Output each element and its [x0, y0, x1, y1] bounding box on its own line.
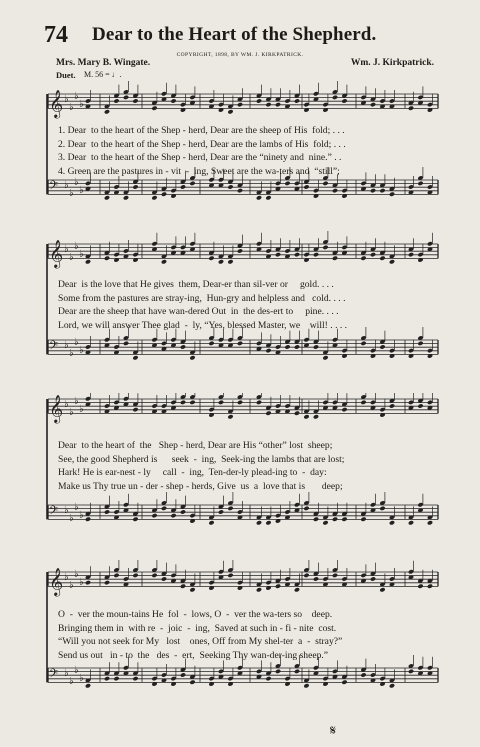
lyric-line: 4. Green are the pastures in - vit - ing, Sweet are the wa-ters and “still”;	[58, 165, 340, 177]
note-head	[256, 587, 262, 592]
note-head	[322, 520, 328, 525]
note-head	[341, 517, 347, 522]
note-head	[265, 102, 271, 107]
lyric-line: Bringing them in with re - joic - ing, Saved at such in - fi - nite cost.	[58, 622, 337, 634]
note-head	[132, 355, 138, 360]
flat-icon: ♭	[74, 569, 79, 580]
flat-icon: ♭	[74, 665, 79, 676]
note-head	[189, 181, 195, 186]
note-head	[85, 683, 91, 688]
flat-icon: ♭	[69, 188, 74, 199]
note-head	[265, 676, 271, 681]
flat-icon: ♭	[64, 572, 69, 583]
note-head	[275, 584, 281, 589]
flat-icon: ♭	[64, 244, 69, 255]
note-head	[180, 584, 186, 589]
note-head	[379, 256, 385, 261]
note-head	[322, 181, 328, 186]
note-head	[151, 573, 157, 578]
note-head	[208, 520, 214, 525]
note-head	[227, 573, 233, 578]
tempo-marking: M. 56 = ♩.	[84, 70, 122, 79]
note-head	[104, 509, 110, 514]
note-head	[104, 676, 110, 681]
note-head	[132, 676, 138, 681]
note-head	[227, 506, 233, 511]
note-head	[180, 184, 186, 189]
note-head	[161, 576, 167, 581]
note-head	[189, 400, 195, 405]
hymn-number: 74	[44, 22, 68, 48]
note-head	[265, 520, 271, 525]
bass-clef-icon: 𝄢	[49, 339, 59, 356]
note-head	[427, 520, 433, 525]
note-head	[332, 188, 338, 193]
treble-clef-icon: 𝄞	[49, 239, 64, 268]
note-head	[332, 95, 338, 100]
flat-icon: ♭	[64, 399, 69, 410]
note-head	[313, 576, 319, 581]
note-head	[370, 102, 376, 107]
lyrics-block	[58, 608, 448, 662]
flat-icon: ♭	[79, 185, 84, 196]
note-head	[123, 341, 129, 346]
music-system-1	[0, 78, 480, 228]
note-head	[161, 506, 167, 511]
note-head	[294, 252, 300, 257]
note-head	[360, 672, 366, 677]
note-head	[132, 184, 138, 189]
note-head	[389, 683, 395, 688]
note-head	[313, 252, 319, 257]
note-head	[313, 414, 319, 419]
note-head	[427, 584, 433, 589]
note-head	[313, 517, 319, 522]
note-head	[227, 414, 233, 419]
note-head	[113, 573, 119, 578]
note-head	[341, 98, 347, 103]
bass-clef-icon: 𝄢	[49, 179, 59, 196]
note-head	[208, 341, 214, 346]
note-head	[180, 672, 186, 677]
flat-icon: ♭	[69, 580, 74, 591]
note-head	[170, 98, 176, 103]
lyrics-block	[58, 124, 448, 178]
bass-clef-icon: 𝄢	[49, 667, 59, 684]
note-head	[218, 400, 224, 405]
flat-icon: ♭	[69, 407, 74, 418]
note-head	[132, 517, 138, 522]
flat-icon: ♭	[74, 91, 79, 102]
note-head	[294, 411, 300, 416]
music-system-3	[0, 393, 480, 543]
note-head	[408, 106, 414, 111]
note-head	[132, 98, 138, 103]
flat-icon: ♭	[69, 676, 74, 687]
note-head	[275, 669, 281, 674]
note-head	[104, 580, 110, 585]
note-head	[417, 584, 423, 589]
note-head	[237, 341, 243, 346]
note-head	[256, 98, 262, 103]
lyric-line: Dear are the sheep that have wan-dered Out in the des-ert to pine. . . .	[58, 306, 339, 317]
note-head	[265, 411, 271, 416]
flat-icon: ♭	[79, 673, 84, 684]
note-head	[265, 195, 271, 200]
note-head	[389, 520, 395, 525]
note-head	[303, 573, 309, 578]
lyric-line: O - ver the moun-tains He fol - lows, O - ver the wa-ters so deep.	[58, 609, 333, 620]
lyric-line: Hark! He is ear-nest - ly call - ing, Ten-der-ly plead-ing to - day:	[58, 467, 327, 478]
note-head	[113, 98, 119, 103]
flat-icon: ♭	[64, 668, 69, 679]
note-head	[189, 587, 195, 592]
note-head	[360, 517, 366, 522]
note-head	[256, 520, 262, 525]
note-head	[379, 344, 385, 349]
note-head	[85, 517, 91, 522]
lyric-line: “Will you not seek for My lost ones, Off from My shel-ter a - stray?”	[58, 636, 343, 647]
flat-icon: ♭	[74, 241, 79, 252]
flat-icon: ♭	[69, 252, 74, 263]
note-head	[189, 355, 195, 360]
composer-credit: Wm. J. Kirkpatrick.	[350, 58, 434, 68]
flat-icon: ♭	[69, 348, 74, 359]
lyric-line: 1. Dear to the heart of the Shep - herd, Dear are the sheep of His fold; . . .	[58, 125, 345, 136]
note-head	[151, 513, 157, 518]
flat-icon: ♭	[64, 94, 69, 105]
flat-icon: ♭	[64, 505, 69, 516]
flat-icon: ♭	[74, 177, 79, 188]
flat-icon: ♭	[74, 396, 79, 407]
note-head	[180, 400, 186, 405]
note-head	[370, 252, 376, 257]
note-head	[208, 256, 214, 261]
note-head	[389, 403, 395, 408]
note-head	[265, 348, 271, 353]
flat-icon: ♭	[69, 513, 74, 524]
note-head	[379, 506, 385, 511]
note-head	[227, 184, 233, 189]
note-head	[341, 680, 347, 685]
lyric-line: 2. Dear to the heart of the Shep - herd, Dear are the lambs of His fold; . . .	[58, 138, 346, 150]
music-system-2	[0, 230, 480, 380]
flat-icon: ♭	[64, 340, 69, 351]
note-head	[417, 181, 423, 186]
lyric-line: Lord, we will answer Thee glad - ly, “Yes, blessed Master, we will! . . . .	[58, 319, 348, 331]
lyrics-block	[58, 439, 448, 493]
music-system-4	[0, 560, 480, 720]
flat-icon: ♭	[79, 99, 84, 110]
note-head	[408, 669, 414, 674]
note-head	[332, 573, 338, 578]
treble-clef-icon: 𝄞	[49, 567, 64, 596]
note-head	[237, 188, 243, 193]
lyric-line: Dear to the heart of the Shep - herd, Dear are His “other” lost sheep;	[58, 440, 333, 451]
bass-clef-icon: 𝄢	[49, 504, 59, 521]
note-head	[313, 344, 319, 349]
note-head	[218, 259, 224, 264]
note-head	[237, 248, 243, 253]
note-head	[104, 195, 110, 200]
note-head	[227, 259, 233, 264]
note-head	[322, 245, 328, 250]
note-head	[408, 252, 414, 257]
note-head	[123, 195, 129, 200]
note-head	[104, 109, 110, 114]
note-head	[85, 580, 91, 585]
note-head	[284, 181, 290, 186]
note-head	[417, 403, 423, 408]
copyright-notice: COPYRIGHT, 1898, BY WM. J. KIRKPATRICK.	[176, 52, 304, 58]
note-head	[389, 192, 395, 197]
flat-icon: ♭	[79, 510, 84, 521]
duet-marking: Duet.	[56, 70, 76, 80]
note-head	[294, 587, 300, 592]
flat-icon: ♭	[79, 345, 84, 356]
flat-icon: ♭	[79, 249, 84, 260]
note-head	[218, 509, 224, 514]
note-head	[180, 344, 186, 349]
note-head	[332, 517, 338, 522]
note-head	[284, 344, 290, 349]
note-head	[275, 252, 281, 257]
flat-icon: ♭	[74, 337, 79, 348]
note-head	[370, 576, 376, 581]
note-head	[237, 400, 243, 405]
note-head	[379, 188, 385, 193]
note-head	[161, 192, 167, 197]
note-head	[132, 407, 138, 412]
note-head	[303, 506, 309, 511]
note-head	[227, 109, 233, 114]
note-head	[379, 587, 385, 592]
note-head	[389, 259, 395, 264]
note-head	[132, 573, 138, 578]
flat-icon: ♭	[74, 502, 79, 513]
lyric-line: Make us Thy true un - der - shep - herds, Give us a love that is deep;	[58, 480, 343, 492]
lyrics-block	[58, 278, 448, 332]
note-head	[256, 400, 262, 405]
note-head	[408, 520, 414, 525]
note-head	[104, 256, 110, 261]
note-head	[237, 102, 243, 107]
note-head	[303, 414, 309, 419]
flat-icon: ♭	[79, 404, 84, 415]
flat-icon: ♭	[79, 577, 84, 588]
note-head	[151, 106, 157, 111]
flat-icon: ♭	[64, 180, 69, 191]
lyric-line: 3. Dear to the heart of the Shep - herd, Dear are the “ninety and nine.” . .	[58, 152, 342, 163]
lyric-line: See, the good Shepherd is seek - ing, Seek-ing the lambs that are lost;	[58, 453, 345, 465]
note-head	[370, 188, 376, 193]
lyric-line: Send us out in - to the des - ert, Seeking Thy wan-der-ing sheep.”	[58, 649, 329, 661]
note-head	[360, 341, 366, 346]
treble-clef-icon: 𝄞	[49, 394, 64, 423]
segno-icon: 𝄋	[330, 724, 337, 739]
note-head	[170, 513, 176, 518]
lyricist-credit: Mrs. Mary B. Wingate.	[56, 58, 151, 68]
note-head	[294, 344, 300, 349]
note-head	[322, 355, 328, 360]
note-head	[303, 683, 309, 688]
note-head	[161, 259, 167, 264]
note-head	[123, 95, 129, 100]
note-head	[303, 184, 309, 189]
note-head	[360, 400, 366, 405]
flat-icon: ♭	[69, 102, 74, 113]
note-head	[189, 680, 195, 685]
note-head	[294, 98, 300, 103]
note-head	[417, 341, 423, 346]
treble-clef-icon: 𝄞	[49, 89, 64, 118]
note-head	[113, 676, 119, 681]
note-head	[294, 669, 300, 674]
note-head	[332, 256, 338, 261]
note-head	[360, 256, 366, 261]
note-head	[256, 195, 262, 200]
note-head	[151, 195, 157, 200]
note-head	[180, 509, 186, 514]
note-head	[275, 102, 281, 107]
hymn-title: Dear to the Heart of the Shepherd.	[92, 24, 377, 45]
note-head	[341, 407, 347, 412]
lyric-line: Dear is the love that He gives them, Dear-er than sil-ver or gold. . . .	[58, 279, 334, 290]
note-head	[85, 259, 91, 264]
lyric-line: Some from the pastures are stray-ing, Hun-gry and helpless and cold. . . .	[58, 292, 346, 304]
